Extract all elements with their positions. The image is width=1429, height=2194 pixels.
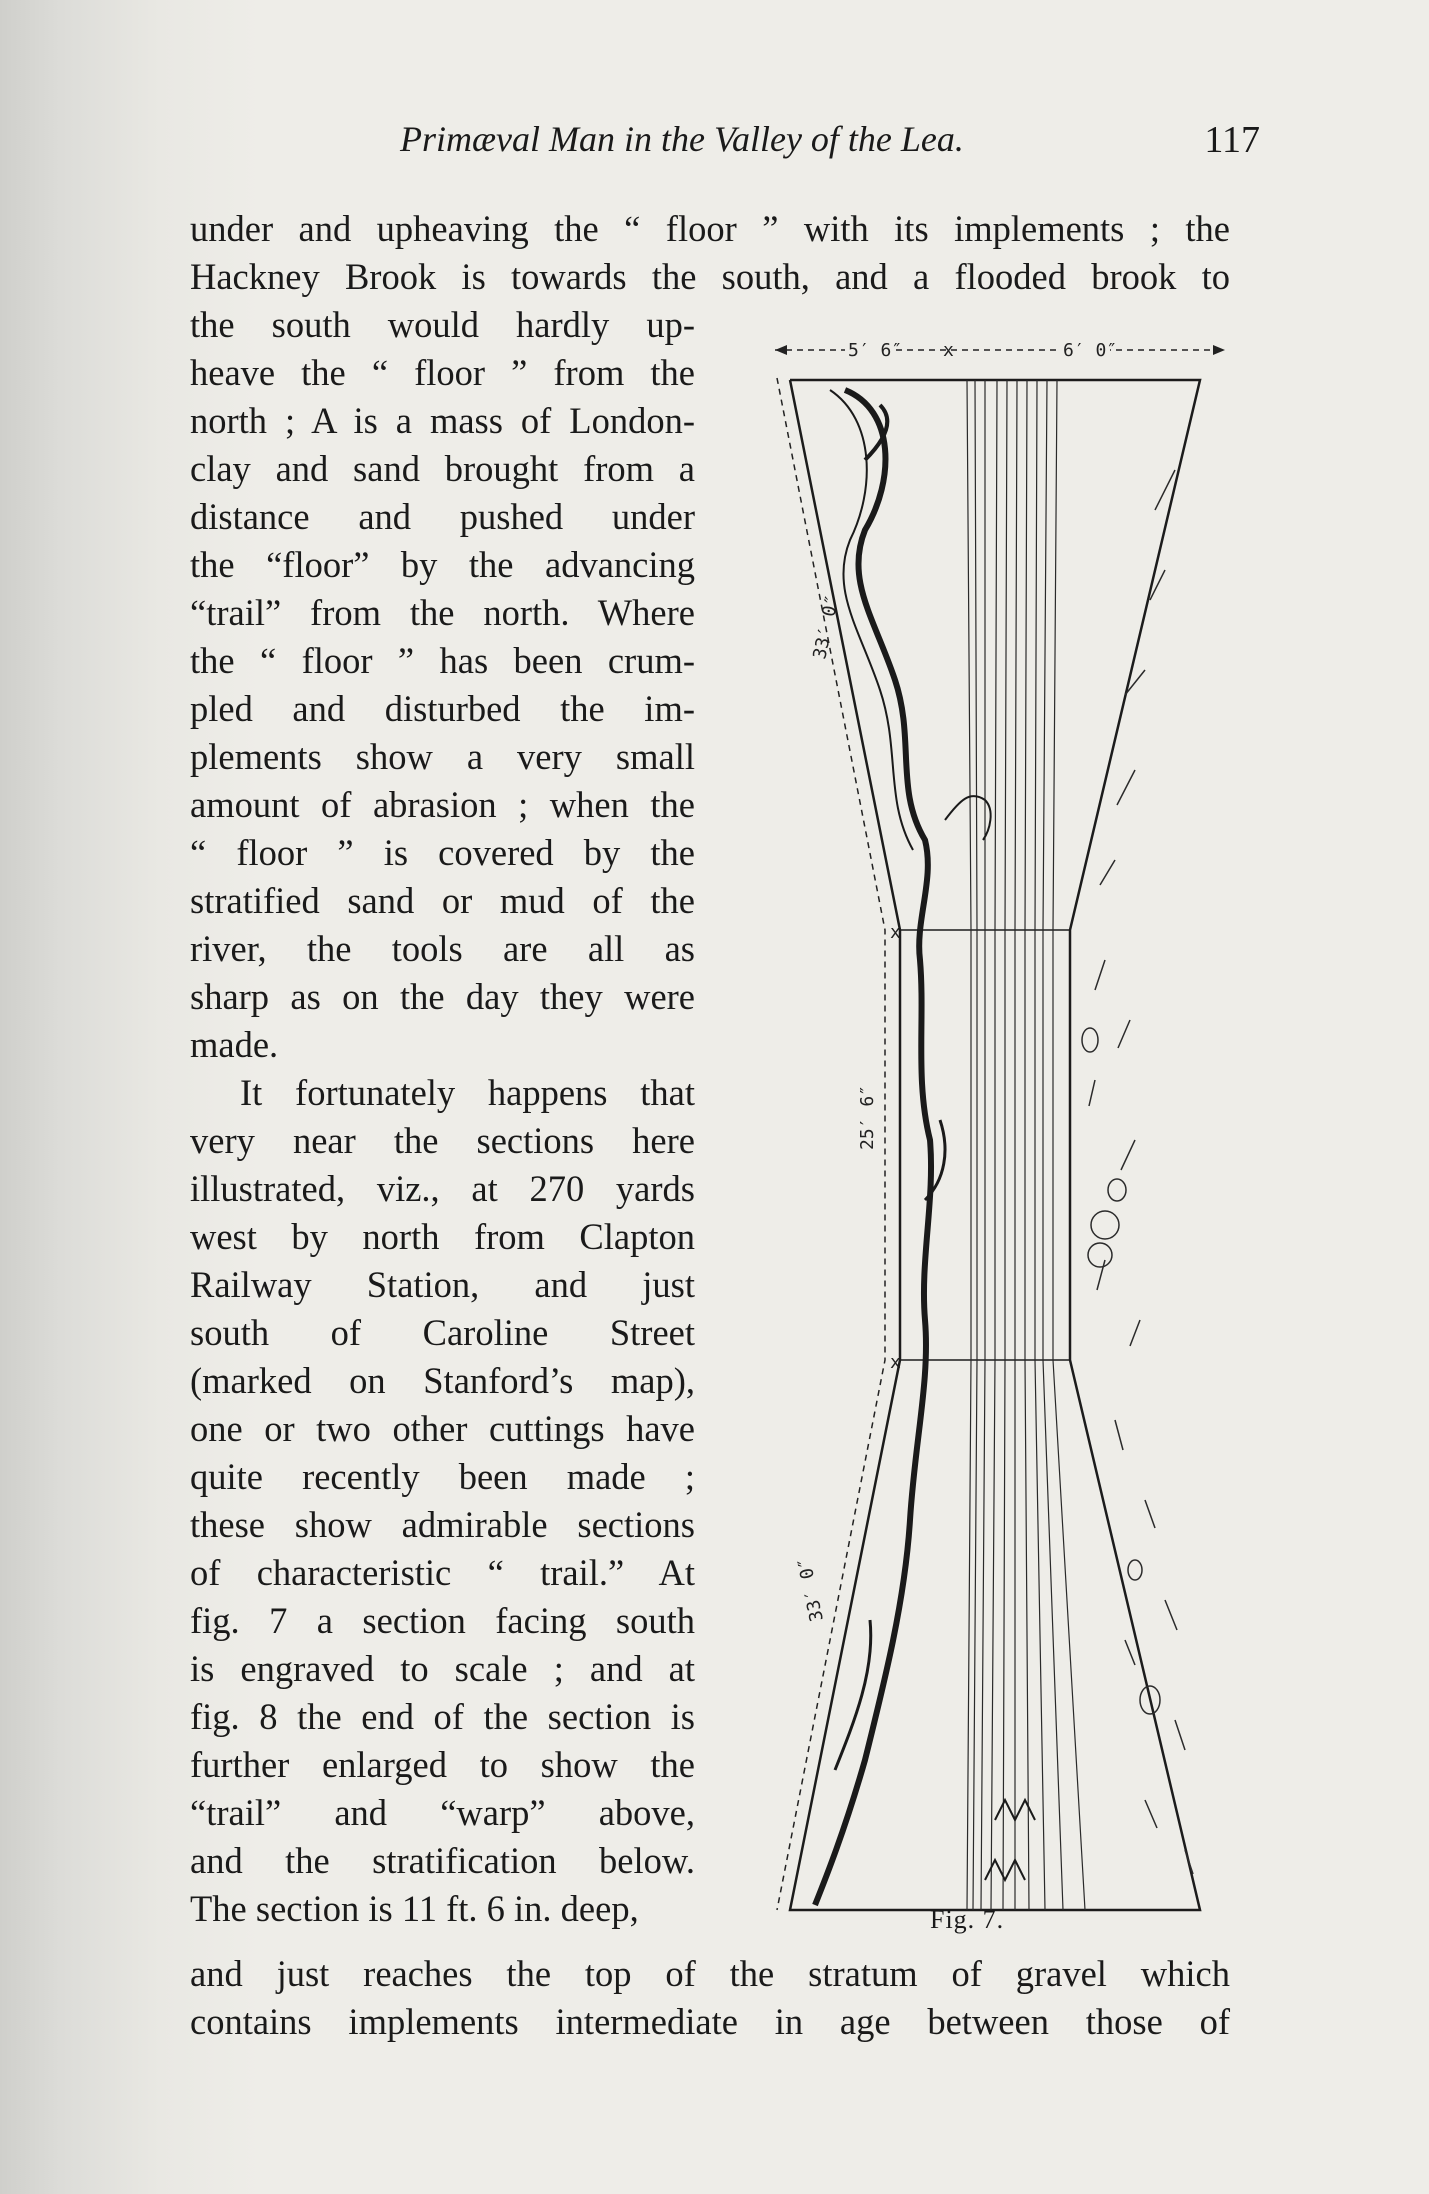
text-line: plements show a very small <box>190 736 695 777</box>
text-line: is engraved to scale ; and at <box>190 1648 695 1689</box>
text-line: very near the sections here <box>190 1120 695 1161</box>
dim-x-lower: x <box>890 1352 901 1373</box>
text-line: contains implements intermediate in age between those of <box>190 2001 1230 2042</box>
rubble-marks <box>1082 470 1193 1874</box>
text-line: under and upheaving the “ floor ” with its implements ; the <box>190 208 1230 249</box>
page-header <box>400 118 1260 168</box>
text-line: amount of abrasion ; when the <box>190 784 695 825</box>
text-line: west by north from Clapton <box>190 1216 695 1257</box>
text-line: pled and disturbed the im- <box>190 688 695 729</box>
text-line: the south would hardly up- <box>190 304 695 345</box>
text-line: “trail” and “warp” above, <box>190 1792 695 1833</box>
dim-x-upper: x <box>890 922 901 943</box>
text-line: and just reaches the top of the stratum of gravel which <box>190 1953 1230 1994</box>
text-line: heave the “ floor ” from the <box>190 352 695 393</box>
top-dimension <box>775 336 1225 362</box>
text-line: one or two other cuttings have <box>190 1408 695 1449</box>
text-line: It fortunately happens that <box>240 1072 695 1113</box>
page-number: 117 <box>1204 119 1260 161</box>
text-line: Hackney Brook is towards the south, and a flooded brook to <box>190 256 1230 297</box>
text-line: the “floor” by the advancing <box>190 544 695 585</box>
text-line: quite recently been made ; <box>190 1456 695 1497</box>
dim-side-upper: 33′ 0″ <box>809 593 844 662</box>
text-line: distance and pushed under <box>190 496 695 537</box>
dim-side-middle: 25′ 6″ <box>857 1084 878 1150</box>
text-line: “ floor ” is covered by the <box>190 832 695 873</box>
text-line: Railway Station, and just <box>190 1264 695 1305</box>
text-line: the “ floor ” has been crum- <box>190 640 695 681</box>
text-line: further enlarged to show the <box>190 1744 695 1785</box>
text-line: made. <box>190 1024 279 1065</box>
text-line: “trail” from the north. Where <box>190 592 695 633</box>
text-line: stratified sand or mud of the <box>190 880 695 921</box>
text-line: south of Caroline Street <box>190 1312 695 1353</box>
dim-top-left: 5′ 6″ <box>848 340 903 361</box>
text-line: clay and sand brought from a <box>190 448 695 489</box>
dim-top-right: 6′ 0″ <box>1063 340 1118 361</box>
text-line: The section is 11 ft. 6 in. deep, <box>190 1888 639 1929</box>
figure-7-section-diagram <box>745 320 1245 1920</box>
dim-marker: x <box>943 340 954 361</box>
text-line: fig. 7 a section facing south <box>190 1600 695 1641</box>
text-line: and the stratification below. <box>190 1840 695 1881</box>
text-line: fig. 8 the end of the section is <box>190 1696 695 1737</box>
figure-caption: Fig. 7. <box>930 1905 1005 1934</box>
running-title: Primæval Man in the Valley of the Lea. <box>400 119 964 159</box>
text-line: of characteristic “ trail.” At <box>190 1552 695 1593</box>
dim-side-lower: 33′ 0″ <box>793 1555 828 1624</box>
stratification-lines <box>967 380 1085 1910</box>
text-line: north ; A is a mass of London- <box>190 400 695 441</box>
text-line: river, the tools are all as <box>190 928 695 969</box>
text-line: illustrated, viz., at 270 yards <box>190 1168 695 1209</box>
text-line: sharp as on the day they were <box>190 976 695 1017</box>
text-line: these show admirable sections <box>190 1504 695 1545</box>
text-line: (marked on Stanford’s map), <box>190 1360 695 1401</box>
trail-band <box>815 390 1035 1905</box>
